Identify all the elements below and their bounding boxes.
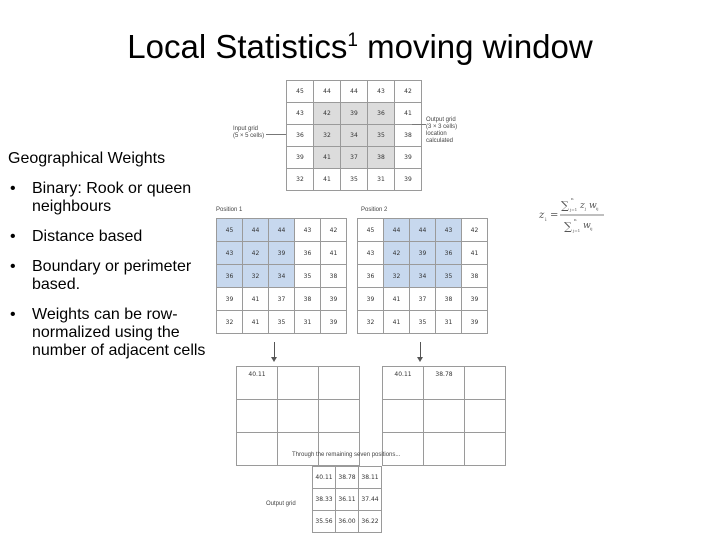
grid-cell: 39 <box>287 147 314 169</box>
grid-cell: 39 <box>321 288 347 311</box>
grid-cell: 36 <box>436 242 462 265</box>
grid-cell <box>319 400 360 433</box>
grid-cell: 41 <box>314 169 341 191</box>
grid-cell: 42 <box>462 219 488 242</box>
grid-cell: 35 <box>295 265 321 288</box>
grid-cell: 39 <box>462 288 488 311</box>
grid-cell: 43 <box>287 103 314 125</box>
grid-cell: 31 <box>368 169 395 191</box>
bullet-item: • Boundary or perimeter based. <box>10 258 210 294</box>
formula-equals: = <box>550 210 559 221</box>
grid-cell: 40.11 <box>313 467 336 489</box>
grid-cell: 36.00 <box>336 511 359 533</box>
grid-cell: 37 <box>410 288 436 311</box>
denominator-w-subscript: ij <box>590 226 593 231</box>
input-grid <box>286 80 422 191</box>
grid-cell: 38 <box>295 288 321 311</box>
slide-title <box>0 28 720 66</box>
grid-cell: 37.44 <box>359 489 382 511</box>
grid-cell: 42 <box>384 242 410 265</box>
grid-cell <box>424 433 465 466</box>
grid-cell: 32 <box>243 265 269 288</box>
grid-cell <box>383 400 424 433</box>
grid-cell: 39 <box>395 169 422 191</box>
grid-cell: 41 <box>384 311 410 334</box>
grid-cell: 36 <box>287 125 314 147</box>
grid-cell: 42 <box>321 219 347 242</box>
numerator-z-subscript: j <box>585 206 587 211</box>
grid-cell: 44 <box>384 219 410 242</box>
grid-cell: 32 <box>217 311 243 334</box>
numerator-w: w <box>589 201 597 211</box>
through-remaining-label: Through the remaining seven positions... <box>292 452 401 458</box>
final-output-grid <box>312 466 382 533</box>
numerator-lower-limit: j=1 <box>570 207 578 212</box>
grid-cell: 43 <box>368 81 395 103</box>
grid-cell: 38 <box>436 288 462 311</box>
bullet-item: • Weights can be row-normalized using the number of adjacent cells <box>10 306 210 360</box>
grid-cell: 38 <box>368 147 395 169</box>
grid-cell: 35 <box>368 125 395 147</box>
position-2-grid <box>357 218 488 334</box>
grid-cell: 35 <box>269 311 295 334</box>
grid-cell: 41 <box>395 103 422 125</box>
grid-cell: 37 <box>269 288 295 311</box>
grid-cell: 31 <box>295 311 321 334</box>
title-main: Local Statistics <box>127 28 348 65</box>
grid-cell <box>465 433 506 466</box>
grid-cell: 32 <box>287 169 314 191</box>
grid-cell: 41 <box>384 288 410 311</box>
arrow-down-icon <box>271 357 277 362</box>
numerator-upper-limit: n <box>571 196 574 201</box>
grid-cell: 44 <box>341 81 368 103</box>
grid-cell: 39 <box>358 288 384 311</box>
grid-cell: 39 <box>321 311 347 334</box>
grid-cell: 44 <box>410 219 436 242</box>
position-1-label: Position 1 <box>216 207 243 213</box>
grid-cell: 34 <box>410 265 436 288</box>
title-superscript: 1 <box>347 30 358 51</box>
grid-cell: 45 <box>358 219 384 242</box>
grid-cell: 43 <box>436 219 462 242</box>
grid-cell: 35.56 <box>313 511 336 533</box>
grid-cell: 39 <box>217 288 243 311</box>
formula-lhs-subscript: i <box>545 217 547 223</box>
grid-cell: 35 <box>341 169 368 191</box>
grid-cell: 32 <box>314 125 341 147</box>
numerator-w-subscript: ij <box>596 206 599 211</box>
title-rest: moving window <box>357 28 593 65</box>
grid-cell <box>237 400 278 433</box>
grid-cell: 43 <box>217 242 243 265</box>
numerator-z: z <box>580 201 585 211</box>
grid-cell: 37 <box>341 147 368 169</box>
grid-cell: 45 <box>217 219 243 242</box>
denominator-sum-symbol: ∑ <box>564 220 572 233</box>
grid-cell: 38.78 <box>336 467 359 489</box>
output-leader-line <box>412 124 426 125</box>
grid-cell: 36 <box>295 242 321 265</box>
grid-cell <box>237 433 278 466</box>
grid-cell: 40.11 <box>383 367 424 400</box>
grid-cell <box>424 400 465 433</box>
grid-cell: 38.11 <box>359 467 382 489</box>
grid-cell: 34 <box>269 265 295 288</box>
grid-cell: 39 <box>341 103 368 125</box>
grid-cell <box>465 400 506 433</box>
grid-cell: 35 <box>410 311 436 334</box>
arrow-line <box>420 342 421 357</box>
grid-cell: 38 <box>462 265 488 288</box>
grid-cell: 38 <box>321 265 347 288</box>
grid-cell: 43 <box>358 242 384 265</box>
grid-cell: 38.33 <box>313 489 336 511</box>
grid-cell: 36 <box>217 265 243 288</box>
grid-cell: 31 <box>436 311 462 334</box>
arrow-down-icon <box>417 357 423 362</box>
grid-cell: 45 <box>287 81 314 103</box>
grid-cell: 39 <box>462 311 488 334</box>
grid-cell: 35 <box>436 265 462 288</box>
denominator-upper-limit: n <box>574 217 577 222</box>
formula-lhs: z <box>539 210 545 221</box>
grid-cell: 32 <box>358 311 384 334</box>
position-1-grid <box>216 218 347 334</box>
arrow-line <box>274 342 275 357</box>
input-grid-label: Input grid (5 × 5 cells) <box>233 126 265 139</box>
grid-cell: 41 <box>462 242 488 265</box>
weighted-mean-formula <box>538 194 618 234</box>
bullet-item: • Distance based <box>10 228 210 246</box>
grid-cell: 42 <box>314 103 341 125</box>
grid-cell: 41 <box>321 242 347 265</box>
grid-cell: 40.11 <box>237 367 278 400</box>
window-result-grid-2 <box>382 366 506 466</box>
grid-cell <box>278 367 319 400</box>
subheading: Geographical Weights <box>8 150 166 167</box>
denominator-lower-limit: j=1 <box>573 228 581 233</box>
grid-cell: 36 <box>358 265 384 288</box>
position-2-label: Position 2 <box>361 207 388 213</box>
grid-cell: 44 <box>314 81 341 103</box>
grid-cell <box>319 433 360 466</box>
grid-cell: 44 <box>243 219 269 242</box>
input-leader-line <box>266 134 286 135</box>
grid-cell: 44 <box>269 219 295 242</box>
grid-cell: 39 <box>269 242 295 265</box>
grid-cell: 39 <box>410 242 436 265</box>
grid-cell: 38 <box>395 125 422 147</box>
bullet-item: • Binary: Rook or queen neighbours <box>10 180 210 216</box>
bullet-list <box>10 180 210 372</box>
grid-cell <box>465 367 506 400</box>
grid-cell: 36.11 <box>336 489 359 511</box>
output-grid-location-label: Output grid (3 × 3 cells) location calculated <box>426 117 458 144</box>
grid-cell: 41 <box>243 311 269 334</box>
grid-cell <box>319 367 360 400</box>
grid-cell: 42 <box>243 242 269 265</box>
numerator-sum-symbol: ∑ <box>561 199 569 212</box>
grid-cell: 41 <box>314 147 341 169</box>
output-grid-label: Output grid <box>266 501 296 507</box>
grid-cell: 42 <box>395 81 422 103</box>
grid-cell: 43 <box>295 219 321 242</box>
grid-cell: 36.22 <box>359 511 382 533</box>
grid-cell <box>278 433 319 466</box>
grid-cell: 36 <box>368 103 395 125</box>
grid-cell: 41 <box>243 288 269 311</box>
grid-cell: 38.78 <box>424 367 465 400</box>
window-result-grid-1 <box>236 366 360 466</box>
grid-cell: 32 <box>384 265 410 288</box>
grid-cell: 34 <box>341 125 368 147</box>
denominator-w: w <box>583 221 591 231</box>
grid-cell <box>278 400 319 433</box>
grid-cell: 39 <box>395 147 422 169</box>
grid-cell <box>383 433 424 466</box>
